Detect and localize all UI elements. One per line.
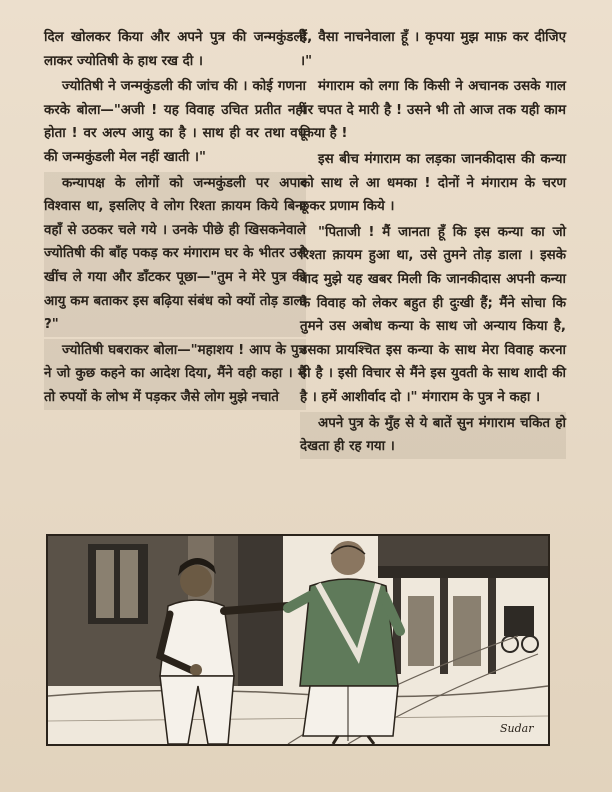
- artist-signature: Sudar: [500, 722, 534, 735]
- right-text-column: [300, 26, 566, 461]
- paragraph-2: ज्योतिषी ने जन्मकुंडली की जांच की । कोई गणना करके बोला—"अजी ! यह विवाह उचित प्रतीत नहीं होता ! वर अल्प आयु का है । साथ ही वर तथा वधू की जन्मकुंडली मेल नहीं खाती ।": [44, 79, 306, 165]
- paragraph-8: "पिताजी ! मैं जानता हूँ कि इस कन्या का जो रिश्ता क़ायम हुआ था, उसे तुमने तोड़ डाला । इसके बाद मुझे यह खबर मिली कि जानकीदास अपनी कन्या के विवाह को लेकर बहुत ही दुःखी हैं; मैंने सोचा कि तुमने उस अबोध कन्या के साथ जो अन्याय किया है, उसका प्रायश्चित इस कन्या के साथ मेरा विवाह करना ही है । इसी विचार से मैंने इस युवती के साथ शादी की है । हमें आशीर्वाद दो ।" मंगाराम के पुत्र ने कहा ।: [300, 224, 566, 405]
- paragraph-4: ज्योतिषी घबराकर बोला—"महाशय ! आप के पुत्र ने जो कुछ कहने का आदेश दिया, मैंने वही कहा । मैं तो रुपयों के लोभ में पड़कर जैसे लोग मुझे नचाते: [44, 339, 306, 410]
- paragraph-6: मंगाराम को लगा कि किसी ने अचानक उसके गाल पर चपत दे मारी है ! उसने भी तो आज तक यही काम किया है !: [300, 79, 566, 142]
- illustration-drawing: [48, 536, 548, 744]
- paragraph-3: कन्यापक्ष के लोगों को जन्मकुंडली पर अपार विश्वास था, इसलिए वे लोग रिश्ता क़ायम किये बिना वहाँ से उठकर चले गये । उनके पीछे ही खिसकनेवाले ज्योतिषी की बाँह पकड़ कर मंगाराम घर के भीतर उसे खींच ले गया और डाँटकर पूछा—"तुम ने मेरे पुत्र की आयु कम बताकर इस बढ़िया संबंध को क्यों तोड़ डाला ?": [44, 172, 306, 337]
- paragraph-5: हैं, वैसा नाचनेवाला हूँ । कृपया मुझ माफ़ कर दीजिए ।": [300, 30, 566, 69]
- paragraph-9: अपने पुत्र के मुँह से ये बातें सुन मंगाराम चकित हो देखता ही रह गया ।: [300, 412, 566, 459]
- left-text-column: [44, 26, 306, 412]
- story-illustration: [46, 534, 550, 746]
- paragraph-1: दिल खोलकर किया और अपने पुत्र की जन्मकुंडली लाकर ज्योतिषी के हाथ रख दी ।: [44, 30, 306, 69]
- paragraph-7: इस बीच मंगाराम का लड़का जानकीदास की कन्या को साथ ले आ धमका ! दोनों ने मंगाराम के चरण छूकर प्रणाम किये ।: [300, 151, 566, 215]
